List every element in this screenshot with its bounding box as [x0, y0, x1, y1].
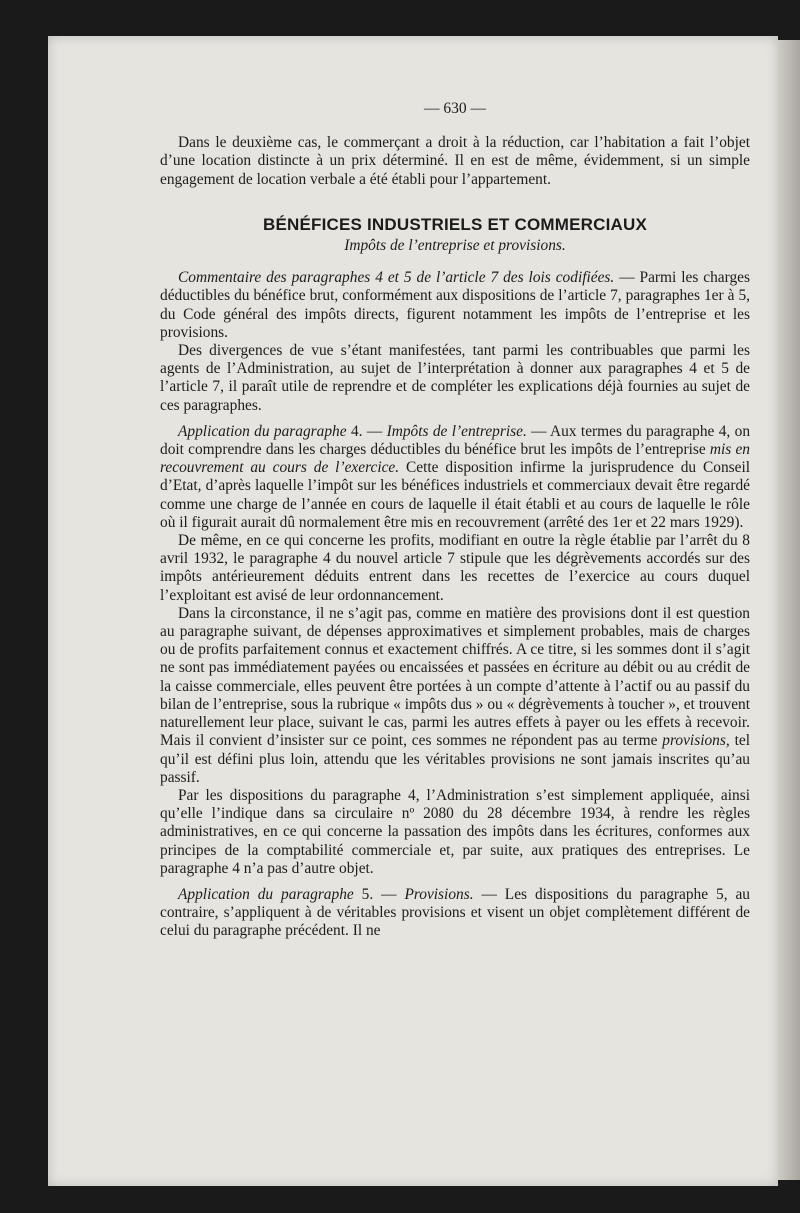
section-heading: BÉNÉFICES INDUSTRIELS ET COMMERCIAUX — [262, 214, 648, 234]
commentary-lead: Commentaire des paragraphes 4 et 5 de l’article 7 des lois codifiées. — [178, 269, 615, 287]
page-edge — [778, 40, 800, 1180]
section-subheading: Impôts de l’entreprise et provisions. — [344, 237, 566, 255]
circumstance-text-1: Dans la circonstance, il ne s’agit pas, comme en matière des provisions dont il est question au paragraphe suivant, de dépenses approximatives et simplement probables, mais de charges ou de profits parfaitement connus et exactement chiffrés. A ce titre, si les sommes dont il s’agit ne sont pas immédiatement payées ou encaissées et passées en écriture au débit ou au crédit de la caisse commerciale, elles peuvent être portées à un compte d’attente à l’actif ou au passif du bilan de l’entreprise, sous la rubrique « impôts dus » ou « dégrèvements à toucher », et trouvent naturellement leur place, suivant le cas, parmi les autres effets à payer ou les effets à recevoir. Mais il convient d’insister sur ce point, ces sommes ne répondent pas au terme — [160, 604, 750, 750]
app4-title: Impôts de l’entreprise. — [386, 422, 527, 440]
application-4-paragraph — [160, 423, 750, 532]
app4-text-1: — Aux termes du paragraphe 4, on doit comprendre dans les charges déductibles du bénéfice brut les impôts de l’entreprise — [160, 422, 751, 459]
page-content — [160, 36, 750, 941]
app5-title: Provisions. — [404, 885, 474, 903]
commentary-text: — Parmi les charges déductibles du bénéfice brut, conformément aux dispositions de l’article 7, paragraphes 1er à 5, du Code général des impôts directs, figurent notamment les impôts de l’entreprise et les provisions. — [160, 269, 750, 341]
divergences-paragraph: Des divergences de vue s’étant manifestées, tant parmi les contribuables que parmi les agents de l’Administration, au sujet de l’interprétation à donner aux paragraphes 4 et 5 de l’article 7, il paraît utile de reprendre et de compléter les explications déjà fournies au sujet de ces paragraphes. — [160, 342, 750, 414]
commentary-paragraph — [160, 269, 750, 342]
intro-paragraph: Dans le deuxième cas, le commerçant a droit à la réduction, car l’habitation a fait l’objet d’une location distincte à un prix déterminé. Il en est de même, évidemment, si un simple engagement de location verbale a été établi pour l’appartement. — [160, 134, 750, 188]
provisions-term: provisions, — [662, 732, 730, 750]
page-number: — 630 — — [424, 100, 486, 117]
app5-num: 5. — — [353, 885, 405, 903]
app5-lead: Application du paragraphe — [178, 885, 354, 903]
dispositions-paragraph: Par les dispositions du paragraphe 4, l’Administration s’est simplement appliquée, ainsi qu’elle l’indique dans sa circulaire nº 2080 du 28 décembre 1934, à rendre les règles administratives, en ce qui concerne la passation des impôts dans les écritures, conformes aux principes de la comptabilité commerciale et, par suite, aux pratiques des entreprises. Le paragraphe 4 n’a pas d’autre objet. — [160, 786, 750, 877]
app4-lead: Application du paragraphe — [178, 422, 347, 440]
circumstance-text-2: tel qu’il est défini plus loin, attendu que les véritables provisions ne sont jamais inscrites qu’au passif. — [160, 732, 750, 786]
app4-text-2: Cette disposition infirme la jurisprudence du Conseil d’Etat, d’après laquelle l’impôt sur les bénéfices industriels et commerciaux devait être regardé comme une charge de l’année en cours de laquelle il était établi et au cours de laquelle le rôle où il figurait aurait dû normalement être mis en recouvrement (arrêté des 1er et 22 mars 1929). — [160, 459, 751, 531]
circumstance-paragraph — [160, 605, 750, 787]
app4-emphasis: mis en recouvrement au cours de l’exercice. — [160, 441, 750, 477]
profits-paragraph: De même, en ce qui concerne les profits, modifiant en outre la règle établie par l’arrêt du 8 avril 1932, le paragraphe 4 du nouvel article 7 stipule que les dégrèvements accordés sur des impôts antérieurement déduits entrent dans les recettes de l’exercice au cours duquel l’exploitant est avisé de leur ordonnancement. — [160, 532, 750, 604]
application-5-paragraph — [160, 886, 750, 941]
scanned-page — [48, 36, 778, 1186]
app4-num: 4. — — [346, 422, 387, 440]
app5-text: — Les dispositions du paragraphe 5, au contraire, s’appliquent à de véritables provisions et visent un objet complètement différent de celui du paragraphe précédent. Il ne — [160, 885, 750, 940]
